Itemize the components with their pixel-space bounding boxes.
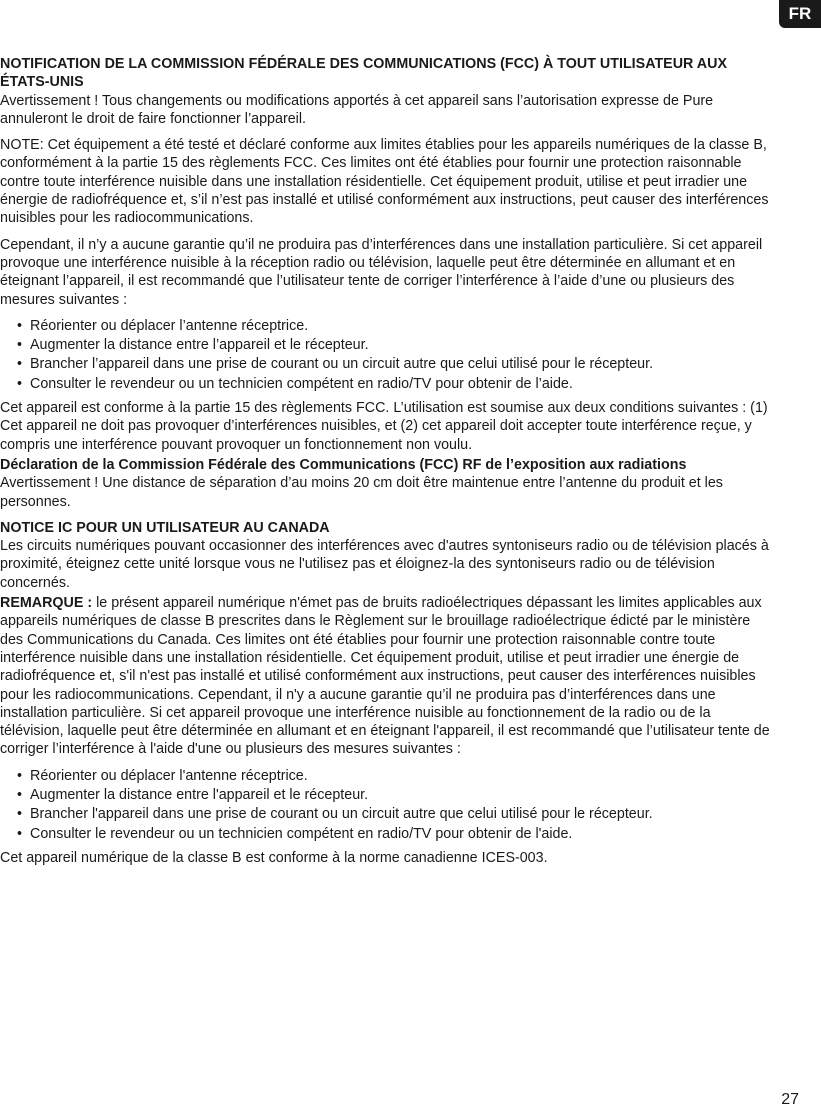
rf-heading: Déclaration de la Commission Fédérale des Communications (FCC) RF de l’exposition aux radiations xyxy=(0,456,687,473)
ic-conformity: Cet appareil numérique de la classe B est conforme à la norme canadienne ICES-003. xyxy=(0,849,548,866)
fcc-guarantee: Cependant, il n’y a aucune garantie qu’il ne produira pas d’interférences dans une installation particulière. Si cet appareil provoque une interférence nuisible à la réception radio ou télévision, laquelle peut être déterminée en allumant et en éteignant l’appareil, il est recommandé que l’utilisateur tente de corriger l’interférence à l’aide d’une ou plusieurs des mesures suivantes : xyxy=(0,236,763,308)
page-content xyxy=(0,55,770,875)
list-item: • Consulter le revendeur ou un technicien compétent en radio/TV pour obtenir de l'aide. xyxy=(0,825,770,843)
fcc-note: NOTE: Cet équipement a été testé et déclaré conforme aux limites établies pour les appareils numériques de la classe B, conformément à la partie 15 des règlements FCC. Ces limites ont été établies pour fournir une protection raisonnable contre toute interférence nuisible dans une installation résidentielle. Cet équipement produit, utilise et peut irradier une énergie de radiofréquence et, s’il n’est pas installé et utilisé conformément aux instructions, peut causer des interférences nuisibles pour les radiocommunications. xyxy=(0,137,769,227)
ic-heading: NOTICE IC POUR UN UTILISATEUR AU CANADA xyxy=(0,519,330,536)
rf-section xyxy=(0,456,770,511)
fcc-section xyxy=(0,55,770,454)
list-item: • Brancher l’appareil dans une prise de courant ou un circuit autre que celui utilisé pour le récepteur. xyxy=(0,355,770,373)
list-item: • Réorienter ou déplacer l’antenne réceptrice. xyxy=(0,317,770,335)
ic-intro: Les circuits numériques pouvant occasionner des interférences avec d'autres syntoniseurs radio ou de télévision placés à proximité, éteignez cette unité lorsque vous ne l'utilisez pas et éloignez-la des syntoniseurs radio ou de télévision concernés. xyxy=(0,538,769,591)
fcc-measures-list xyxy=(0,317,770,393)
list-item: • Augmenter la distance entre l'appareil et le récepteur. xyxy=(0,786,770,804)
remark-text: le présent appareil numérique n'émet pas de bruits radioélectriques dépassant les limites applicables aux appareils numériques de classe B prescrites dans le Règlement sur le brouillage radioélectrique édicté par le ministère des Communications du Canada. Ces limites ont été établies pour fournir une protection raisonnable contre toute interférence nuisible dans une installation résidentielle. Cet équipement produit, utilise et peut irradier une énergie de radiofréquence et, s'il n'est pas installé et utilisé conformément aux instructions, peut causer des interférences nuisibles pour les radiocommunications. Cependant, il n'y a aucune garantie qu’il ne produira pas d’interférences dans une installation particulière. Si cet appareil provoque une interférence nuisible au fonctionnement de la radio ou de la télévision, laquelle peut être déterminée en allumant et en éteignant l'appareil, il est recommandé que l’utilisateur tente de corriger l’interférence à l'aide d'une ou plusieurs des mesures suivantes : xyxy=(0,595,770,758)
ic-section xyxy=(0,519,770,867)
page-number: 27 xyxy=(781,1091,799,1108)
ic-remark xyxy=(0,594,770,759)
list-item: • Augmenter la distance entre l’appareil et le récepteur. xyxy=(0,336,770,354)
fcc-conformity: Cet appareil est conforme à la partie 15 des règlements FCC. L’utilisation est soumise aux deux conditions suivantes : (1) Cet appareil ne doit pas provoquer d’interférences nuisibles, et (2) cet appareil doit accepter toute interférence reçue, y compris une interférence pouvant provoquer un fonctionnement non voulu. xyxy=(0,400,768,453)
list-item: • Brancher l'appareil dans une prise de courant ou un circuit autre que celui utilisé pour le récepteur. xyxy=(0,805,770,823)
language-tab: FR xyxy=(779,0,821,28)
list-item: • Consulter le revendeur ou un technicien compétent en radio/TV pour obtenir de l’aide. xyxy=(0,375,770,393)
fcc-warning: Avertissement ! Tous changements ou modifications apportés à cet appareil sans l’autorisation expresse de Pure annuleront le droit de faire fonctionner l’appareil. xyxy=(0,92,714,127)
fcc-heading: NOTIFICATION DE LA COMMISSION FÉDÉRALE DES COMMUNICATIONS (FCC) À TOUT UTILISATEUR AUX ÉTATS-UNIS xyxy=(0,56,727,91)
list-item: • Réorienter ou déplacer l'antenne réceptrice. xyxy=(0,767,770,785)
rf-warning: Avertissement ! Une distance de séparation d’au moins 20 cm doit être maintenue entre l’antenne du produit et les personnes. xyxy=(0,475,723,510)
ic-measures-list xyxy=(0,767,770,843)
remark-label: REMARQUE : xyxy=(0,595,93,612)
